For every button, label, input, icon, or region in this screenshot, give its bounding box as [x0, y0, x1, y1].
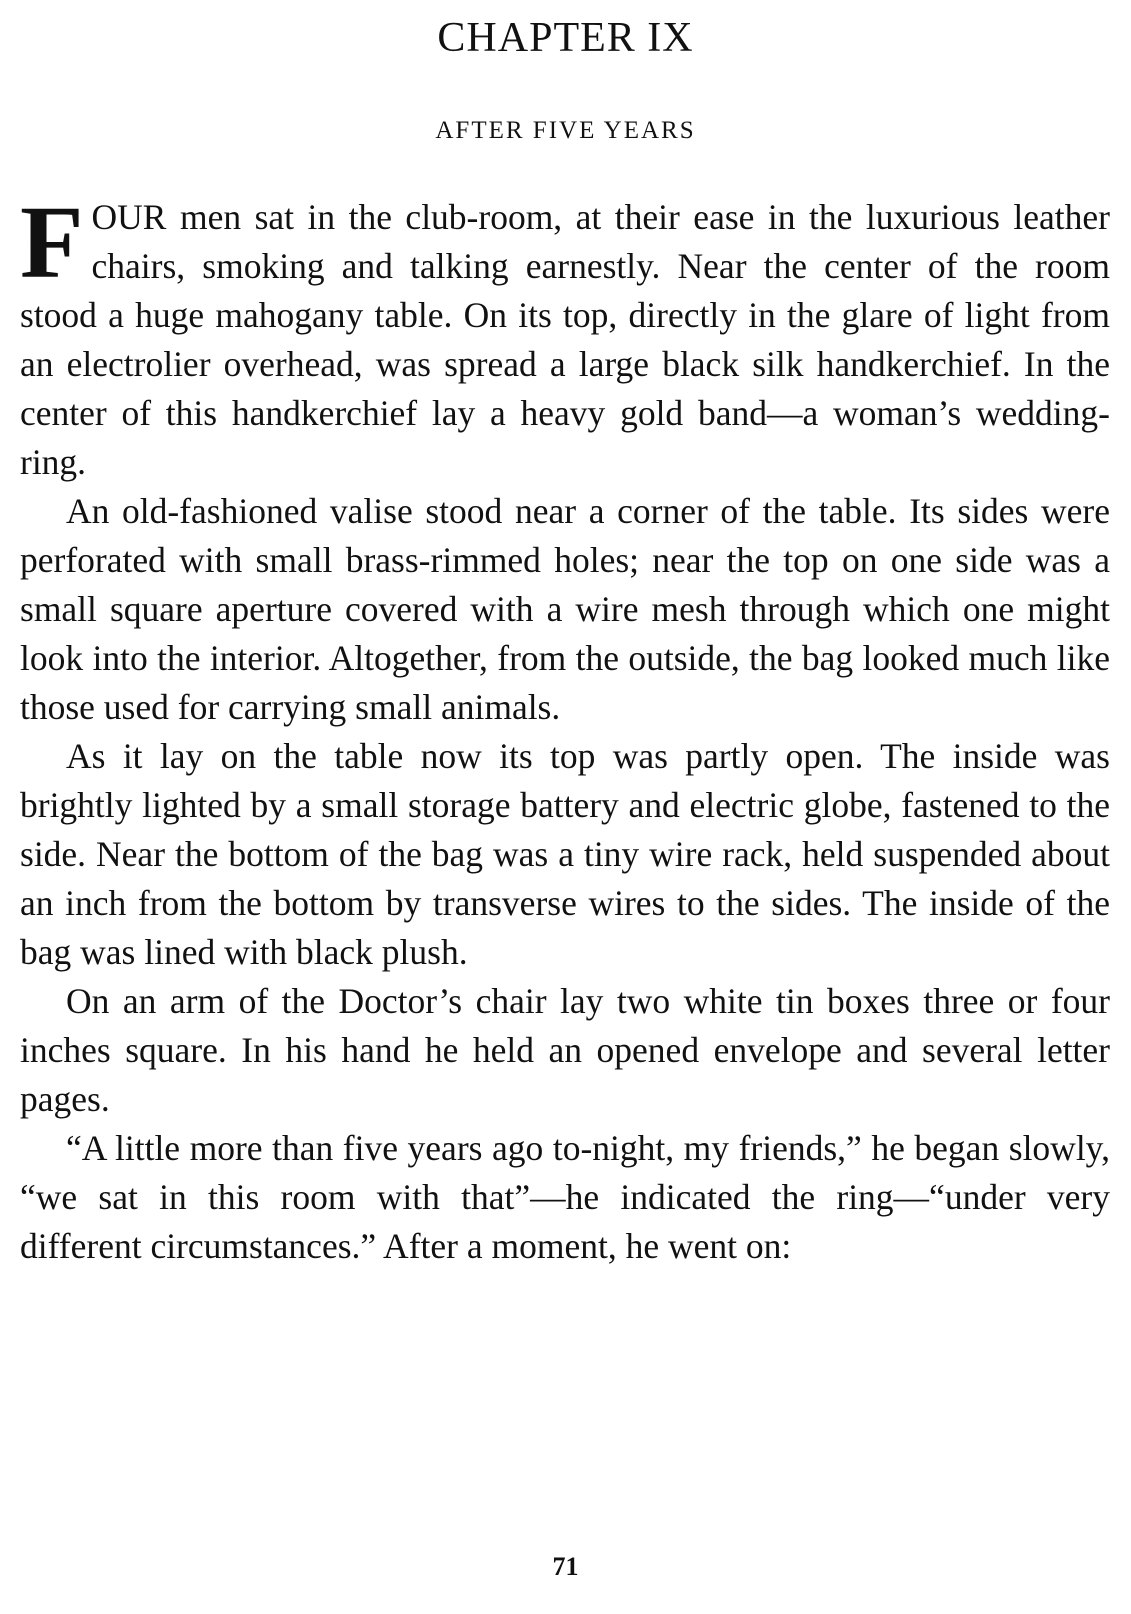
drop-cap-letter: F [20, 185, 84, 300]
paragraph-2: An old-fashioned valise stood near a corner of the table. Its sides were perforated with small brass-rimmed holes; near the top on one side was a small square aperture covered with a wire mesh through which one might look into the interior. Altogether, from the outside, the bag looked much like those used for carrying small animals. [20, 491, 1110, 727]
paragraph-1 [20, 185, 1110, 487]
paragraph-4: On an arm of the Doctor’s chair lay two white tin boxes three or four inches square. In his hand he held an opened envelope and several letter pages. [20, 981, 1110, 1119]
chapter-subtitle: AFTER FIVE YEARS [435, 117, 696, 144]
paragraph-5: “A little more than five years ago to-night, my friends,” he began slowly, “we sat in this room with that”—he indicated the ring—“under very different circumstances.” After a moment, he went on: [20, 1128, 1110, 1266]
chapter-heading: CHAPTER IX [437, 15, 694, 61]
paragraph-3: As it lay on the table now its top was partly open. The inside was brightly lighted by a small storage battery and electric globe, fastened to the side. Near the bottom of the bag was a tiny wire rack, held suspended about an inch from the bottom by transverse wires to the sides. The inside of the bag was lined with black plush. [20, 736, 1110, 972]
chapter-body [20, 185, 1110, 1271]
page-number: 71 [552, 1552, 579, 1581]
paragraph-1-text: OUR men sat in the club-room, at their ease in the luxurious leather chairs, smoking and talking earnestly. Near the center of the room stood a huge mahogany table. On its top, directly in the glare of light from an electrolier overhead, was spread a large black silk handkerchief. In the center of this handkerchief lay a heavy gold band—a woman’s wedding-ring. [20, 197, 1110, 482]
